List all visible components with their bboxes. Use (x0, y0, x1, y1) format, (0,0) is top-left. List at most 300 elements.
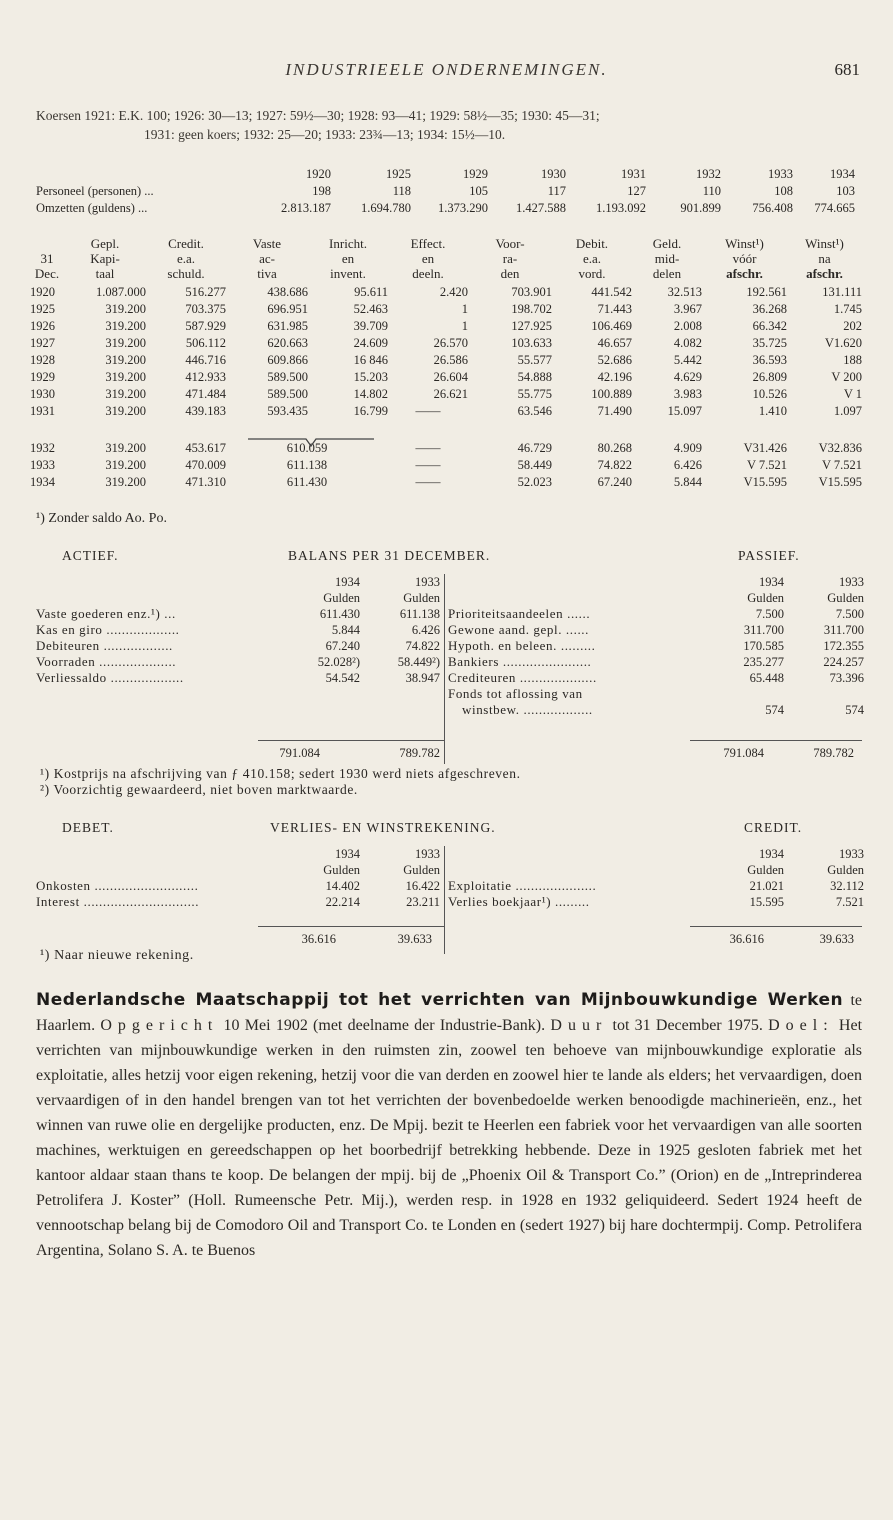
cell: 117 (547, 184, 566, 198)
total-actief-1934: 791.084 (279, 746, 320, 760)
cell: 192.561 (746, 285, 787, 299)
cell: 131.111 (822, 285, 862, 299)
text-fragment: Het verrichten van mijnbouwkundige werken in den ruimsten zin, zoowel ten behoeve van mijnbouwkundige exploratie als exploitatie, alles hetzij voor eigen rekening, hetzij voor die van derden en zoowel hier te lande als elders; het vervaardigen, doen vervaardigen of in den handel brengen van tot het verrichten der bovenbedoelde werken benoodigde machinerieën, enz., het winnen van ruwe olie en dergelijke producten, enz. De Mpij. bezit te Heerlen een fabriek voor het vervaardigen van alle soorten machines, werktuigen en gereedschappen op het boorbedrijf betrekking hebbende. Deze in 1925 gesloten fabriek met het kantoor aldaar staan thans te koop. De belangen der mpij. bij de „Phoenix Oil & Transport Co.” (Orion) en de „Intreprinderea Petrolifera J. Koster” (Holl. Rumeensche Petr. Mij.), werden resp. in 1928 en 1932 geliquideerd. Sedert 1924 heeft de vennootschap belang bij de Comodoro Oil and Transport Co. te Londen en (sedert 1927) bij hare dochtermpij. Comp. Petrolifera Argentina, Solano S. A. te Buenos (36, 1017, 863, 1259)
label-line: Fonds tot aflossing van (448, 686, 583, 701)
cell: 439.183 (185, 404, 226, 418)
table-row (36, 878, 440, 894)
cell: 438.686 (267, 285, 308, 299)
cell: 1.373.290 (438, 201, 488, 215)
cell: 36.268 (752, 302, 787, 316)
cell: 319.200 (105, 387, 146, 401)
cell: 26.586 (433, 353, 468, 367)
year-cell: 1934 (830, 167, 855, 181)
table-row (36, 670, 440, 686)
table-row (30, 284, 862, 301)
table-row (36, 654, 440, 670)
cell: 32.513 (667, 285, 702, 299)
verlies-debet-title: DEBET. (62, 820, 114, 835)
value-1933: 311.700 (823, 622, 864, 637)
table-row (36, 638, 440, 654)
value-1933: 224.257 (823, 654, 864, 669)
cell: 198.702 (511, 302, 552, 316)
koersen-block (36, 106, 866, 144)
cell: 587.929 (185, 319, 226, 333)
value-1934: 611.430 (319, 606, 360, 621)
cell: 71.490 (597, 404, 632, 418)
year-cell: 1932 (696, 167, 721, 181)
cell: 95.611 (354, 285, 388, 299)
value-1934: 22.214 (325, 894, 360, 909)
header-line: e.a. (176, 251, 196, 266)
table-row (36, 606, 440, 622)
header-line: en (421, 251, 435, 266)
table-row (448, 878, 864, 894)
balans-passief (448, 574, 864, 718)
header-line: invent. (330, 266, 366, 281)
value-1934: 54.542 (325, 670, 360, 685)
year-cell: 1934 (759, 846, 784, 861)
row-label: Kas en giro ................... (36, 622, 180, 637)
year-cell: 1930 (541, 167, 566, 181)
cell: 58.449 (517, 458, 552, 472)
cell: 1.745 (833, 302, 862, 316)
cell: 319.200 (105, 404, 146, 418)
cell: 202 (843, 319, 862, 333)
table-row (448, 622, 864, 638)
table-row (448, 670, 864, 686)
cell: 319.200 (105, 319, 146, 333)
cell: 3.967 (673, 302, 702, 316)
cell: 441.542 (591, 285, 632, 299)
cell: 5.844 (673, 475, 702, 489)
cell: 1.087.000 (96, 285, 146, 299)
cell: 55.577 (517, 353, 552, 367)
cell: 1.410 (758, 404, 787, 418)
cell: 106.469 (591, 319, 632, 333)
total-passief-1934: 791.084 (723, 746, 764, 760)
value-1934: 14.402 (325, 878, 360, 893)
table-row (30, 335, 862, 352)
value-1934: 15.595 (749, 894, 784, 909)
cell: 52.463 (353, 302, 388, 316)
cell: V 200 (831, 370, 862, 384)
header-line: Inricht. (329, 236, 367, 251)
cell: 16.799 (353, 404, 388, 418)
table-row (36, 183, 855, 200)
year-cell: 1929 (463, 167, 488, 181)
row-label: Personeel (personen) ... (36, 184, 154, 198)
row-label: Verliessaldo ................... (36, 670, 184, 685)
column-header (468, 236, 552, 284)
value-1934: 574 (765, 703, 784, 717)
cell: 6.426 (673, 458, 702, 472)
total-actief-1933: 789.782 (399, 746, 440, 760)
year-cell: 1920 (306, 167, 331, 181)
unit-cell: Gulden (827, 862, 864, 877)
cell: 319.200 (105, 302, 146, 316)
cell: 471.310 (185, 475, 226, 489)
verlies-footnote: ¹) Naar nieuwe rekening. (40, 948, 194, 963)
year-cell: 1933 (415, 846, 440, 861)
verlies-credit (448, 846, 864, 910)
personeel-year-row (36, 166, 855, 183)
cell: 16 846 (353, 353, 388, 367)
column-header (702, 236, 787, 284)
cell: V 1 (843, 387, 862, 401)
cell: 2.008 (673, 319, 702, 333)
running-title: INDUSTRIEELE ONDERNEMINGEN. (285, 60, 608, 79)
cell: 24.609 (353, 336, 388, 350)
cell: 42.196 (597, 370, 632, 384)
cell: 1927 (30, 336, 55, 350)
cell: 55.775 (517, 387, 552, 401)
table-row (30, 440, 862, 457)
cell: 1.097 (833, 404, 862, 418)
cell: 26.621 (433, 387, 468, 401)
row-label: Vaste goederen enz.¹) ... (36, 606, 176, 621)
cell: 1932 (30, 441, 55, 455)
header-line: Winst¹) (805, 236, 844, 251)
cell: —— (415, 475, 441, 489)
financial-history-table (30, 236, 862, 491)
cell: 471.484 (185, 387, 226, 401)
balans-footnote-1: ¹) Kostprijs na afschrijving van ƒ 410.158; sedert 1930 werd niets afgeschreven. (40, 766, 521, 781)
balans-actief-title: ACTIEF. (62, 548, 119, 563)
cell: 110 (702, 184, 721, 198)
cell: 26.809 (752, 370, 787, 384)
cell: 1925 (30, 302, 55, 316)
header-line: Effect. (410, 236, 446, 251)
header-line: Kapi- (90, 251, 120, 266)
text-fragment: tot 31 December 1975. (607, 1017, 769, 1034)
total-credit-1934: 36.616 (729, 932, 764, 946)
table-row (30, 386, 862, 403)
cell: 36.593 (752, 353, 787, 367)
table-row (30, 352, 862, 369)
year-cell: 1933 (839, 574, 864, 589)
cell: 589.500 (267, 387, 308, 401)
header-line: na (818, 251, 831, 266)
cell: 4.082 (673, 336, 702, 350)
value-1933: 23.211 (406, 894, 440, 909)
cell: 631.985 (267, 319, 308, 333)
table-row (448, 894, 864, 910)
column-header (787, 236, 862, 284)
value-1933: 32.112 (830, 878, 864, 893)
cell: 1 (461, 302, 468, 316)
header-line: afschr. (726, 266, 763, 281)
cell: 103.633 (511, 336, 552, 350)
row-label: Debiteuren .................. (36, 638, 173, 653)
header-line: taal (95, 266, 115, 281)
verlies-title: VERLIES- EN WINSTREKENING. (270, 820, 496, 835)
balans-actief (36, 574, 440, 686)
value-1933: 7.500 (835, 606, 864, 621)
cell: 66.342 (752, 319, 787, 333)
cell: 756.408 (752, 201, 793, 215)
header-line: deeln. (412, 266, 444, 281)
cell: 446.716 (185, 353, 226, 367)
personeel-table (36, 166, 855, 217)
cell: 26.570 (433, 336, 468, 350)
row-label: Gewone aand. gepl. ...... (448, 622, 589, 637)
row-label: Onkosten ........................... (36, 878, 199, 893)
duur-label: Duur (550, 1017, 608, 1034)
table-row (448, 654, 864, 670)
table-row (30, 403, 862, 420)
cell: V1.620 (824, 336, 862, 350)
cell: 63.546 (517, 404, 552, 418)
cell: 39.709 (353, 319, 388, 333)
year-cell: 1931 (621, 167, 646, 181)
unit-cell: Gulden (747, 862, 784, 877)
value-1934: 65.448 (749, 670, 784, 685)
cell: 1926 (30, 319, 55, 333)
value-1933: 73.396 (829, 670, 864, 685)
cell: 1931 (30, 404, 55, 418)
cell: 52.023 (517, 475, 552, 489)
cell: 4.909 (673, 441, 702, 455)
header-line: en (341, 251, 355, 266)
table-row (36, 622, 440, 638)
cell: 2.420 (439, 285, 468, 299)
cell: 1.427.588 (516, 201, 566, 215)
header-line: delen (652, 266, 682, 281)
cell: 1933 (30, 458, 55, 472)
cell: 506.112 (185, 336, 226, 350)
cell: 319.200 (105, 441, 146, 455)
header-line: Winst¹) (725, 236, 764, 251)
cell: 198 (312, 184, 331, 198)
table-row (448, 638, 864, 654)
row-label: Prioriteitsaandeelen ...... (448, 606, 591, 621)
value-1934: 67.240 (325, 638, 360, 653)
koersen-line-1: Koersen 1921: E.K. 100; 1926: 30—13; 1927: 59½—30; 1928: 93—41; 1929: 58½—35; 1930: 45—31; (36, 108, 600, 123)
value-1933: 16.422 (405, 878, 440, 893)
header-line: mid- (654, 251, 680, 266)
year-cell: 1934 (335, 846, 360, 861)
balans-footnote-2: ²) Voorzichtig gewaardeerd, niet boven marktwaarde. (40, 782, 358, 797)
cell: V15.595 (818, 475, 862, 489)
value-1934: 5.844 (331, 622, 360, 637)
value-1933: 7.521 (835, 894, 864, 909)
cell: 453.617 (185, 441, 226, 455)
cell: 15.203 (353, 370, 388, 384)
value-1933: 574 (845, 703, 864, 717)
cell: V31.426 (743, 441, 787, 455)
column-header (632, 236, 702, 284)
value-1934: 7.500 (755, 606, 784, 621)
header-line: e.a. (582, 251, 602, 266)
value-1934: 235.277 (743, 654, 784, 669)
year-cell: 1933 (415, 574, 440, 589)
cell: 105 (469, 184, 488, 198)
total-credit-1933: 39.633 (819, 932, 854, 946)
unit-cell: Gulden (403, 862, 440, 877)
cell: 74.822 (597, 458, 632, 472)
text-fragment: te Haarlem. (36, 992, 863, 1034)
main-footnote: ¹) Zonder saldo Ao. Po. (36, 511, 167, 526)
year-cell: 1933 (768, 167, 793, 181)
header-line: schuld. (167, 266, 205, 281)
merge-brace-icon (246, 437, 376, 451)
column-header (146, 236, 226, 284)
unit-cell: Gulden (323, 590, 360, 605)
value-1934: 21.021 (749, 878, 784, 893)
table-row (448, 686, 864, 718)
column-header (64, 236, 146, 284)
header-line: Vaste (252, 236, 282, 251)
year-cell: 1933 (839, 846, 864, 861)
total-debet-1934: 36.616 (301, 932, 336, 946)
cell: 703.901 (511, 285, 552, 299)
cell: 901.899 (680, 201, 721, 215)
unit-cell: Gulden (323, 862, 360, 877)
text-fragment: 10 Mei 1902 (met deelname der Industrie-Bank). (218, 1017, 551, 1034)
row-label (448, 686, 698, 718)
value-1933: 74.822 (405, 638, 440, 653)
table-row (30, 474, 862, 491)
cell: 108 (774, 184, 793, 198)
header-line: Gepl. (90, 236, 120, 251)
cell: 593.435 (267, 404, 308, 418)
row-label: Hypoth. en beleen. ......... (448, 638, 596, 653)
value-1934: 311.700 (743, 622, 784, 637)
cell: 696.951 (267, 302, 308, 316)
cell: 589.500 (267, 370, 308, 384)
cell: 127.925 (511, 319, 552, 333)
value-1934: 170.585 (743, 638, 784, 653)
cell: 1934 (30, 475, 55, 489)
cell: 2.813.187 (281, 201, 331, 215)
header-line: Debit. (575, 236, 609, 251)
cell: 46.729 (517, 441, 552, 455)
column-header (30, 236, 64, 284)
balans-passief-title: PASSIEF. (738, 548, 800, 563)
table-body (30, 284, 862, 491)
balans-divider (444, 574, 445, 764)
balans-total-line-right (690, 740, 862, 741)
cell: V 7.521 (746, 458, 787, 472)
table-row (36, 200, 855, 217)
cell: 14.802 (353, 387, 388, 401)
value-1934: 52.028²) (317, 654, 360, 669)
row-label: Verlies boekjaar¹) ......... (448, 894, 590, 909)
cell: 4.629 (673, 370, 702, 384)
balans-total-line-left (258, 740, 444, 741)
year-cell: 1934 (335, 574, 360, 589)
balans-title: BALANS PER 31 DECEMBER. (288, 548, 491, 563)
verlies-total-line-right (690, 926, 862, 927)
header-line: Geld. (652, 236, 682, 251)
cell: 319.200 (105, 336, 146, 350)
cell: 470.009 (185, 458, 226, 472)
cell: 188 (843, 353, 862, 367)
cell: 35.725 (752, 336, 787, 350)
verlies-credit-title: CREDIT. (744, 820, 803, 835)
cell: V15.595 (743, 475, 787, 489)
cell: V 7.521 (821, 458, 862, 472)
table-row (30, 369, 862, 386)
header-line: Dec. (34, 266, 60, 281)
row-label: Omzetten (guldens) ... (36, 201, 148, 215)
total-debet-1933: 39.633 (397, 932, 432, 946)
row-label: Voorraden .................... (36, 654, 177, 669)
cell: 5.442 (673, 353, 702, 367)
koersen-line-2: 1931: geen koers; 1932: 25—20; 1933: 23¾—13; 1934: 15½—10. (144, 127, 506, 142)
cell: 52.686 (597, 353, 632, 367)
header-line: tiva (257, 266, 277, 281)
cell: 1920 (30, 285, 55, 299)
cell: 1 (461, 319, 468, 333)
opgericht-label: Opgericht (100, 1017, 219, 1034)
cell: 412.933 (185, 370, 226, 384)
cell: 15.097 (667, 404, 702, 418)
cell: —— (415, 404, 441, 418)
row-label: Exploitatie ..................... (448, 878, 597, 893)
value-1933: 58.449²) (397, 654, 440, 669)
column-header (226, 236, 308, 284)
unit-cell: Gulden (747, 590, 784, 605)
header-line: Voor- (495, 236, 525, 251)
cell: 67.240 (597, 475, 632, 489)
company-description (36, 988, 862, 1263)
cell: 10.526 (752, 387, 787, 401)
verlies-total-line-left (258, 926, 444, 927)
value-1933: 611.138 (399, 606, 440, 621)
cell: 3.983 (673, 387, 702, 401)
cell: 774.665 (814, 201, 855, 215)
header-line (30, 236, 64, 251)
doel-label: Doel: (768, 1017, 834, 1034)
verlies-divider (444, 846, 445, 954)
header-line: vord. (578, 266, 606, 281)
row-label: Bankiers ....................... (448, 654, 592, 669)
cell: 103 (836, 184, 855, 198)
header-row (30, 236, 862, 284)
cell: 1929 (30, 370, 55, 384)
cell: V32.836 (818, 441, 862, 455)
total-passief-1933: 789.782 (813, 746, 854, 760)
cell: 319.200 (105, 475, 146, 489)
cell: 1930 (30, 387, 55, 401)
cell: 610.059 (286, 441, 328, 455)
company-name: Nederlandsche Maatschappij tot het verrichten van Mijnbouwkundige Werken (36, 990, 844, 1010)
label-line: winstbew. .................. (462, 702, 593, 717)
table-row (30, 301, 862, 318)
header-line: den (500, 266, 520, 281)
cell: 1.694.780 (361, 201, 411, 215)
table-row (448, 606, 864, 622)
header-line: ac- (259, 251, 275, 266)
table-row (30, 457, 862, 474)
header-line: vóór (732, 251, 757, 266)
cell: 611.138 (286, 458, 328, 472)
cell: 46.657 (597, 336, 632, 350)
cell: 1.193.092 (596, 201, 646, 215)
verlies-debet (36, 846, 440, 910)
cell: 620.663 (267, 336, 308, 350)
cell: —— (415, 458, 441, 472)
column-header (552, 236, 632, 284)
value-1933: 6.426 (411, 622, 440, 637)
header-line: ra- (502, 251, 518, 266)
header-line: afschr. (806, 266, 843, 281)
cell: 118 (392, 184, 411, 198)
cell: 100.889 (591, 387, 632, 401)
column-header (308, 236, 388, 284)
cell: 703.375 (185, 302, 226, 316)
